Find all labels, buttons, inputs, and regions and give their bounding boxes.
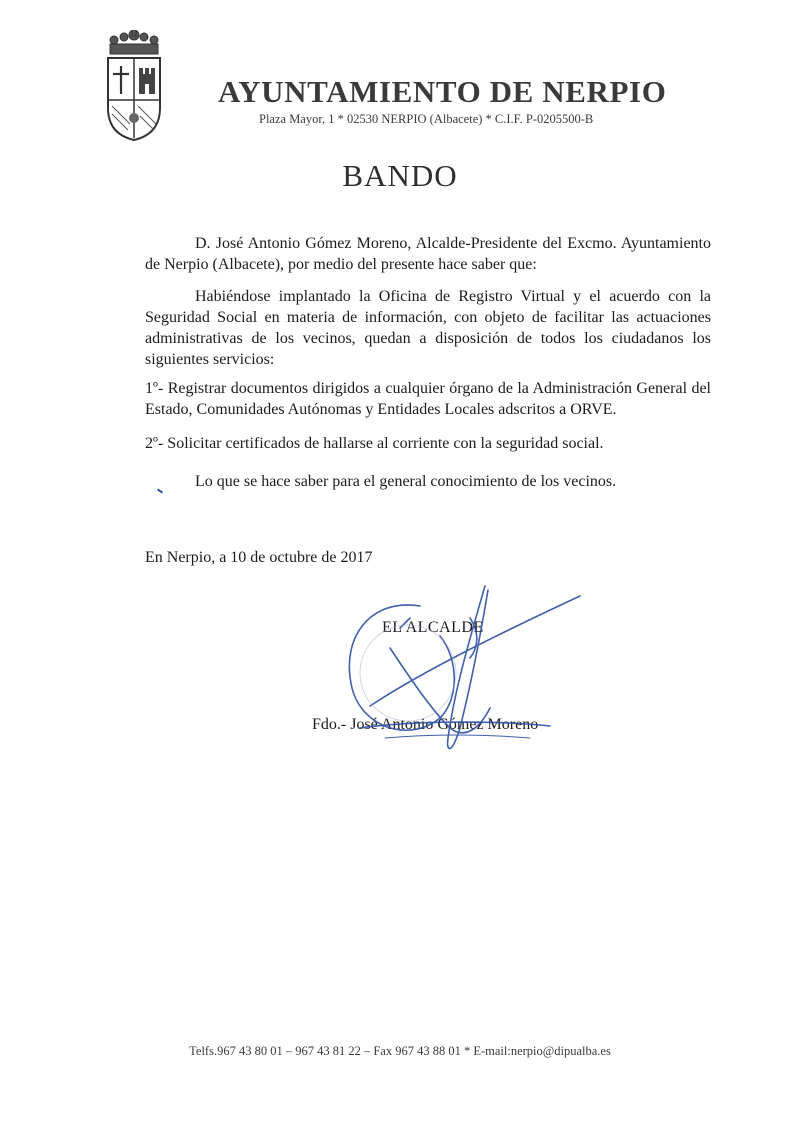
signatory-title: EL ALCALDE (382, 619, 484, 636)
ink-mark (157, 488, 163, 493)
announcement-paragraph: Habiéndose implantado la Oficina de Registro Virtual y el acuerdo con la Seguridad Social en materia de información, con objeto de facilitar las actuaciones administrativas de los vecinos, quedan a disposición de todos los ciudadanos los siguientes servicios: (145, 288, 711, 368)
closing-paragraph: Lo que se hace saber para el general conocimiento de los vecinos. (195, 473, 617, 490)
intro-paragraph: D. José Antonio Gómez Moreno, Alcalde-Presidente del Excmo. Ayuntamiento de Nerpio (Albacete), por medio del presente hace saber que: (145, 235, 711, 273)
coat-of-arms-icon (100, 30, 168, 142)
organization-address: Plaza Mayor, 1 * 02530 NERPIO (Albacete) * C.I.F. P-0205500-B (259, 112, 594, 126)
place-date: En Nerpio, a 10 de octubre de 2017 (145, 549, 373, 566)
signatory-name: Fdo.- José Antonio Gómez Moreno (312, 716, 539, 733)
service-item: 1º- Registrar documentos dirigidos a cualquier órgano de la Administración General del Estado, Comunidades Autónomas y Entidades Locales adscritos a ORVE. (145, 380, 711, 418)
footer-contact: Telfs.967 43 80 01 – 967 43 81 22 – Fax 967 43 88 01 * E-mail:nerpio@dipualba.es (189, 1044, 611, 1058)
service-item: 2º- Solicitar certificados de hallarse al corriente con la seguridad social. (145, 435, 604, 452)
organization-name: AYUNTAMIENTO DE NERPIO (218, 74, 667, 109)
document-title: BANDO (342, 158, 458, 193)
handwritten-signature (330, 578, 590, 768)
